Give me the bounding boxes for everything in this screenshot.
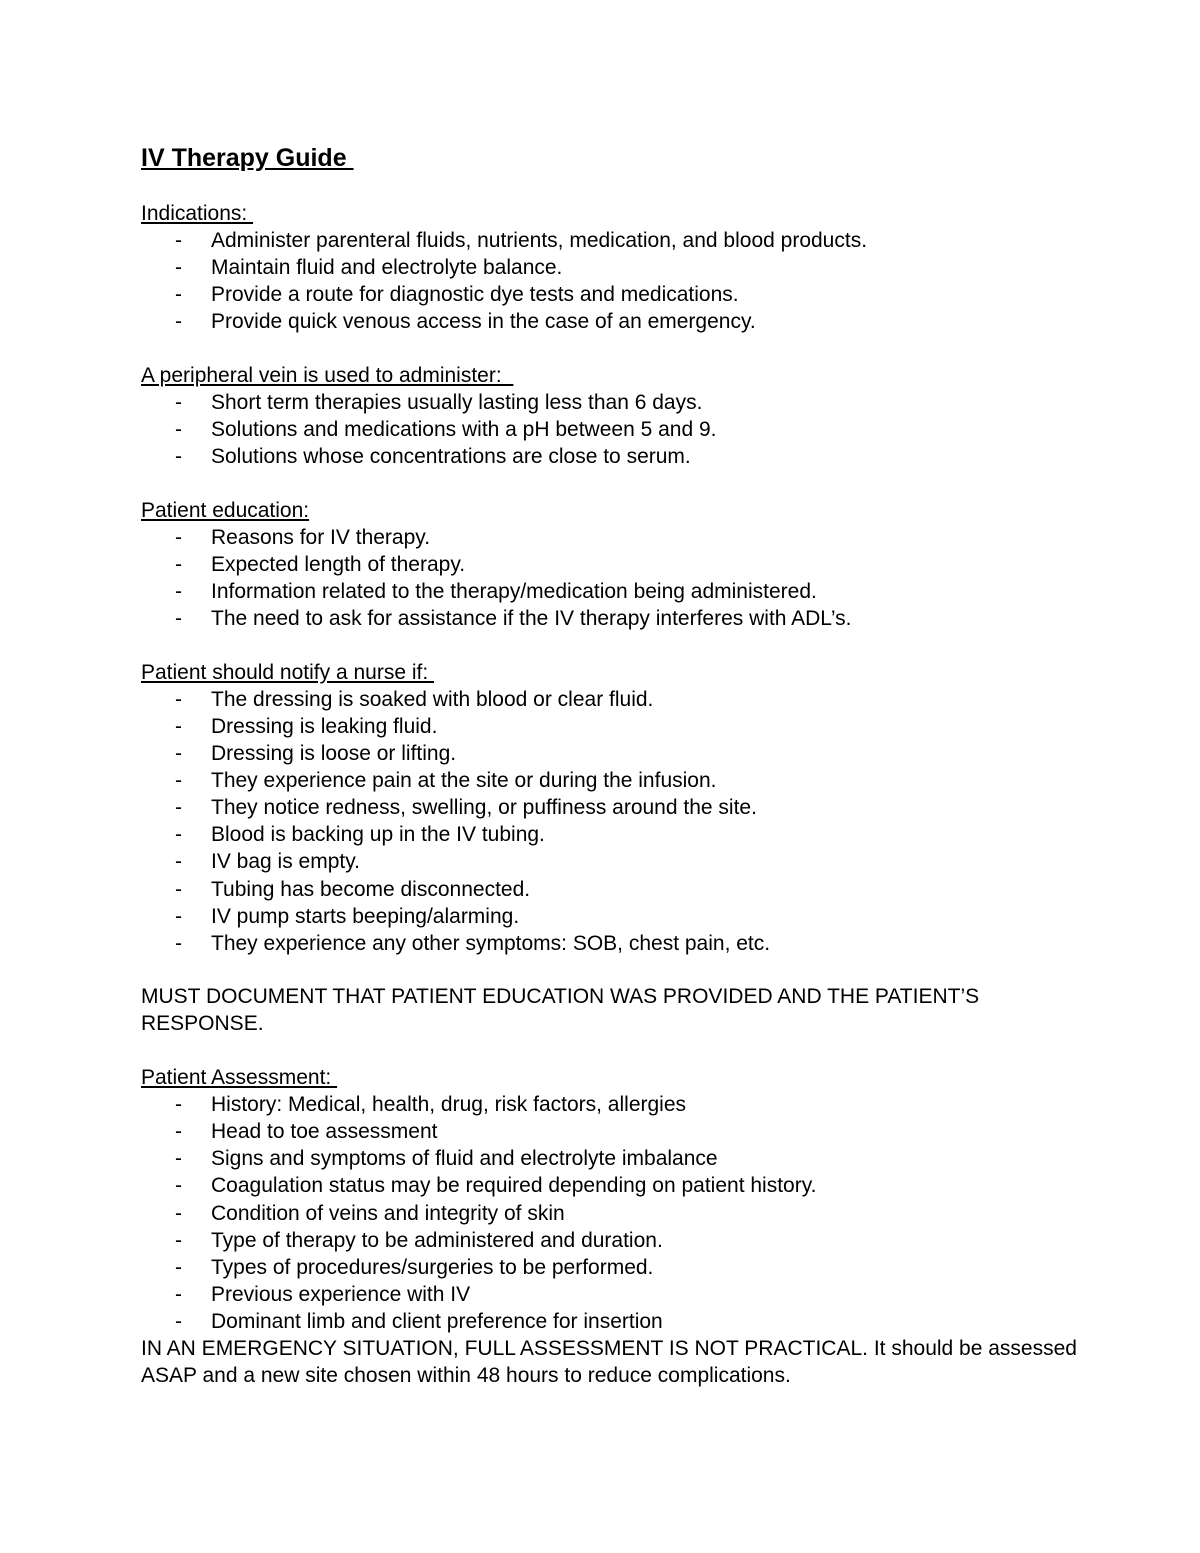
patient-education-section — [141, 497, 1081, 632]
list-item: - Information related to the therapy/medication being administered. — [141, 578, 1081, 605]
list-item: - Short term therapies usually lasting less than 6 days. — [141, 389, 1081, 416]
list-item: - They experience any other symptoms: SOB, chest pain, etc. — [141, 930, 1081, 957]
list-item: - Dressing is leaking fluid. — [141, 713, 1081, 740]
section-heading: Patient education: — [141, 498, 310, 522]
list-item: - Provide quick venous access in the case of an emergency. — [141, 308, 1081, 335]
section-heading: Patient should notify a nurse if: — [141, 660, 435, 684]
spacer — [141, 470, 1081, 497]
list-item: - Solutions and medications with a pH between 5 and 9. — [141, 416, 1081, 443]
page-title: IV Therapy Guide — [141, 144, 354, 172]
list-item: - Blood is backing up in the IV tubing. — [141, 821, 1081, 848]
indications-section — [141, 200, 1081, 335]
list-item: - Tubing has become disconnected. — [141, 876, 1081, 903]
list-item: - Reasons for IV therapy. — [141, 524, 1081, 551]
patient-assessment-section — [141, 1064, 1081, 1389]
peripheral-vein-section — [141, 362, 1081, 470]
bullet-list — [141, 389, 1081, 470]
list-item: - IV bag is empty. — [141, 848, 1081, 875]
list-item: - Types of procedures/surgeries to be performed. — [141, 1254, 1081, 1281]
list-item: - They experience pain at the site or during the infusion. — [141, 767, 1081, 794]
list-item: - Provide a route for diagnostic dye tests and medications. — [141, 281, 1081, 308]
section-heading: A peripheral vein is used to administer: — [141, 363, 514, 387]
bullet-list — [141, 524, 1081, 632]
list-item: - Expected length of therapy. — [141, 551, 1081, 578]
bullet-list — [141, 1091, 1081, 1335]
list-item: - History: Medical, health, drug, risk factors, allergies — [141, 1091, 1081, 1118]
list-item: - Signs and symptoms of fluid and electrolyte imbalance — [141, 1145, 1081, 1172]
list-item: - Condition of veins and integrity of skin — [141, 1200, 1081, 1227]
spacer — [141, 632, 1081, 659]
spacer — [141, 957, 1081, 984]
list-item: - The need to ask for assistance if the IV therapy interferes with ADL’s. — [141, 605, 1081, 632]
list-item: - Maintain fluid and electrolyte balance. — [141, 254, 1081, 281]
list-item: - They notice redness, swelling, or puffiness around the site. — [141, 794, 1081, 821]
must-document-note: MUST DOCUMENT THAT PATIENT EDUCATION WAS PROVIDED AND THE PATIENT’S RESPONSE. — [141, 985, 980, 1036]
list-item: - Head to toe assessment — [141, 1118, 1081, 1145]
list-item: - Previous experience with IV — [141, 1281, 1081, 1308]
list-item: - The dressing is soaked with blood or clear fluid. — [141, 686, 1081, 713]
bullet-list — [141, 227, 1081, 335]
list-item: - Coagulation status may be required depending on patient history. — [141, 1172, 1081, 1199]
notify-nurse-section — [141, 659, 1081, 957]
list-item: - Dressing is loose or lifting. — [141, 740, 1081, 767]
list-item: - IV pump starts beeping/alarming. — [141, 903, 1081, 930]
list-item: - Administer parenteral fluids, nutrients, medication, and blood products. — [141, 227, 1081, 254]
spacer — [141, 335, 1081, 362]
list-item: - Solutions whose concentrations are close to serum. — [141, 443, 1081, 470]
list-item: - Type of therapy to be administered and duration. — [141, 1227, 1081, 1254]
spacer — [141, 1038, 1081, 1065]
document-body — [141, 200, 1081, 1389]
emergency-note: IN AN EMERGENCY SITUATION, FULL ASSESSMENT IS NOT PRACTICAL. It should be assessed ASAP and a new site chosen within 48 hours to reduce complications. — [141, 1336, 1077, 1388]
section-heading: Patient Assessment: — [141, 1066, 338, 1090]
list-item: - Dominant limb and client preference for insertion — [141, 1308, 1081, 1335]
bullet-list — [141, 686, 1081, 957]
section-heading: Indications: — [141, 202, 254, 225]
